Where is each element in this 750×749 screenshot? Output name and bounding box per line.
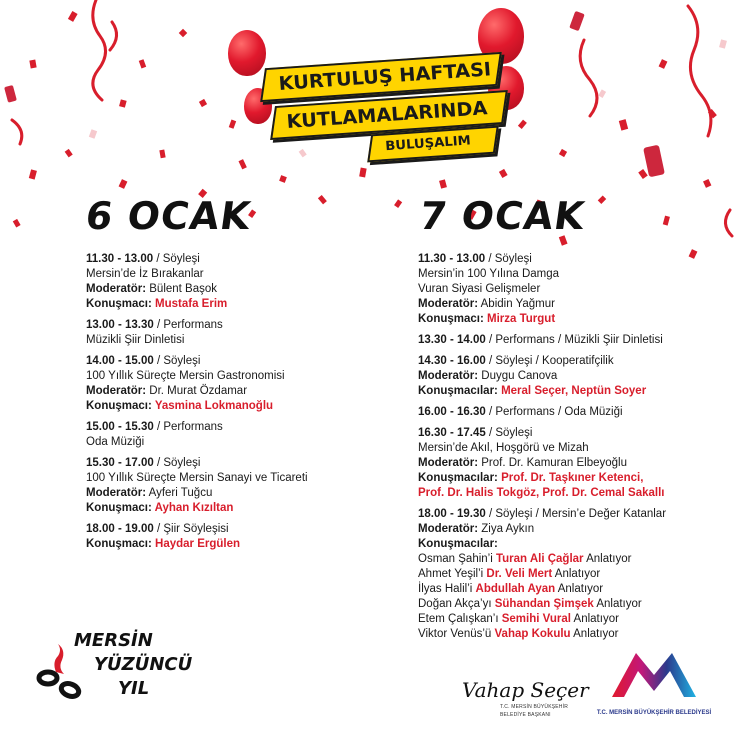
moderator-name: Bülent Başok — [146, 283, 218, 295]
tribute-suffix: Anlatıyor — [570, 613, 619, 625]
speaker-label: Konuşmacılar: — [418, 472, 498, 484]
schedule-item — [418, 405, 728, 420]
session-time: 18.00 - 19.30 — [418, 508, 486, 520]
session-type: / Performans — [153, 319, 223, 331]
moderator-label: Moderatör: — [418, 370, 479, 382]
banner-line-2: KUTLAMALARINDA — [270, 90, 508, 140]
tribute-suffix: Anlatıyor — [593, 598, 642, 610]
session-heading — [86, 522, 386, 537]
session-heading — [418, 426, 728, 441]
schedule-item — [86, 252, 386, 312]
session-time: 11.30 - 13.00 — [418, 253, 486, 265]
banner-line-1: KURTULUŞ HAFTASI — [260, 52, 502, 102]
session-type: / Söyleşi — [485, 253, 532, 265]
session-topic: 100 Yıllık Süreçte Mersin Gastronomisi — [86, 370, 285, 382]
session-topic: Mersin’de İz Bırakanlar — [86, 268, 204, 280]
session-type: / Performans / Müzikli Şiir Dinletisi — [485, 334, 663, 346]
session-topic: Vuran Siyasi Gelişmeler — [418, 283, 541, 295]
municipality-logo — [594, 645, 714, 725]
schedule-item — [418, 333, 728, 348]
session-time: 13.30 - 14.00 — [418, 334, 486, 346]
speaker-name: Haydar Ergülen — [151, 538, 241, 550]
tribute-line — [418, 612, 728, 627]
session-topic: Mersin’de Akıl, Hoşgörü ve Mizah — [418, 442, 589, 454]
tribute-suffix: Anlatıyor — [552, 568, 601, 580]
session-speaker — [86, 399, 386, 414]
session-type: / Şiir Söyleşisi — [153, 523, 229, 535]
session-heading — [86, 318, 386, 333]
session-speaker — [418, 537, 728, 552]
tribute-line — [418, 597, 728, 612]
tribute-speaker: Turan Ali Çağlar — [495, 553, 584, 565]
moderator-name: Ayferi Tuğcu — [146, 487, 213, 499]
speaker-label: Konuşmacı: — [86, 400, 152, 412]
tribute-subject: Viktor Venüs’ü — [418, 628, 495, 640]
schedule-item — [86, 522, 386, 552]
moderator-label: Moderatör: — [418, 298, 479, 310]
session-heading — [418, 405, 728, 420]
speaker-label: Konuşmacı: — [86, 538, 152, 550]
speaker-label: Konuşmacı: — [86, 298, 152, 310]
moderator-label: Moderatör: — [86, 283, 147, 295]
moderator-name: Duygu Canova — [478, 370, 558, 382]
session-time: 15.30 - 17.00 — [86, 457, 154, 469]
signature-subtitle-1: T.C. MERSİN BÜYÜKŞEHİR — [500, 704, 569, 710]
session-moderator — [418, 522, 728, 537]
session-moderator — [418, 297, 728, 312]
tribute-subject: Doğan Akça’yı — [418, 598, 495, 610]
session-heading — [86, 420, 386, 435]
schedule-item — [418, 426, 728, 501]
tribute-line — [418, 627, 728, 642]
speaker-name: Mustafa Erim — [151, 298, 228, 310]
session-moderator — [86, 486, 386, 501]
schedule-item — [418, 252, 728, 327]
session-heading — [86, 252, 386, 267]
session-topic: Mersin’in 100 Yılına Damga — [418, 268, 560, 280]
session-heading — [418, 354, 728, 369]
session-heading — [418, 252, 728, 267]
session-heading — [418, 507, 728, 522]
speaker-name-continued: Prof. Dr. Halis Tokgöz, Prof. Dr. Cemal Sakallı — [418, 487, 665, 499]
tribute-speaker: Dr. Veli Mert — [486, 568, 553, 580]
tribute-line — [418, 552, 728, 567]
speaker-name: Yasmina Lokmanoğlu — [151, 400, 274, 412]
moderator-label: Moderatör: — [86, 385, 147, 397]
session-type: / Söyleşi — [485, 427, 533, 439]
session-type: / Söyleşi — [153, 355, 201, 367]
day-1-schedule — [86, 252, 386, 558]
session-time: 16.00 - 16.30 — [418, 406, 486, 418]
session-moderator — [86, 384, 386, 399]
schedule-item — [418, 354, 728, 399]
day-2-schedule — [418, 252, 728, 648]
day-2-title: 7 OCAK — [416, 194, 588, 238]
schedule-item — [86, 456, 386, 516]
session-type: / Performans / Oda Müziği — [485, 406, 623, 418]
event-banner — [258, 40, 504, 158]
municipality-name: T.C. MERSİN BÜYÜKŞEHİR BELEDİYESİ — [596, 710, 712, 716]
logo-text-yil: YIL — [118, 678, 150, 699]
day-1-title: 6 OCAK — [82, 194, 254, 238]
session-time: 11.30 - 13.00 — [86, 253, 154, 265]
moderator-label: Moderatör: — [418, 457, 479, 469]
session-type: / Söyleşi — [153, 253, 200, 265]
session-topic: 100 Yıllık Süreçte Mersin Sanayi ve Ticareti — [86, 472, 308, 484]
session-time: 18.00 - 19.00 — [86, 523, 154, 535]
signature-subtitle-2: BELEDİYE BAŞKANI — [500, 712, 551, 718]
municipality-logo-icon — [606, 645, 702, 703]
mayor-signature — [462, 678, 589, 728]
session-speaker — [86, 501, 386, 516]
tribute-speaker: Semihi Vural — [501, 613, 571, 625]
tribute-subject: İlyas Halil’i — [418, 583, 476, 595]
speaker-name: Prof. Dr. Taşkıner Ketenci, — [497, 472, 644, 484]
session-moderator — [418, 456, 728, 471]
speaker-name: Meral Seçer, Neptün Soyer — [497, 385, 647, 397]
session-speaker — [418, 471, 728, 486]
signature-name: Vahap Seçer — [462, 678, 589, 702]
speaker-label: Konuşmacılar: — [418, 385, 498, 397]
speaker-label: Konuşmacılar: — [418, 538, 498, 550]
tribute-line — [418, 567, 728, 582]
moderator-label: Moderatör: — [418, 523, 479, 535]
session-heading — [418, 333, 728, 348]
tribute-speaker: Vahap Kokulu — [494, 628, 571, 640]
session-type: / Söyleşi — [153, 457, 201, 469]
session-moderator — [86, 282, 386, 297]
tribute-subject: Ahmet Yeşil’i — [418, 568, 487, 580]
session-topic: Oda Müziği — [86, 436, 145, 448]
session-speaker — [418, 384, 728, 399]
tribute-speaker: Abdullah Ayan — [475, 583, 556, 595]
logo-text-mersin: MERSİN — [74, 630, 153, 651]
moderator-name: Abidin Yağmur — [478, 298, 555, 310]
logo-text-yuzuncu: YÜZÜNCÜ — [94, 654, 193, 675]
banner-line-3: BULUŞALIM — [367, 126, 499, 163]
session-type: / Söyleşi / Mersin’e Değer Katanlar — [485, 508, 667, 520]
session-time: 13.00 - 13.30 — [86, 319, 154, 331]
session-time: 14.00 - 15.00 — [86, 355, 154, 367]
session-type: / Söyleşi / Kooperatifçilik — [485, 355, 614, 367]
schedule-item — [86, 318, 386, 348]
tribute-subject: Etem Çalışkan’ı — [418, 613, 502, 625]
session-moderator — [418, 369, 728, 384]
session-speaker — [86, 537, 386, 552]
session-time: 15.00 - 15.30 — [86, 421, 154, 433]
session-speaker — [418, 312, 728, 327]
session-time: 14.30 - 16.00 — [418, 355, 486, 367]
tribute-speaker: Sühandan Şimşek — [494, 598, 594, 610]
speaker-label: Konuşmacı: — [86, 502, 152, 514]
tribute-line — [418, 582, 728, 597]
session-topic: Müzikli Şiir Dinletisi — [86, 334, 185, 346]
moderator-name: Ziya Aykın — [478, 523, 535, 535]
tribute-suffix: Anlatıyor — [570, 628, 619, 640]
session-heading — [86, 354, 386, 369]
session-speaker — [86, 297, 386, 312]
session-time: 16.30 - 17.45 — [418, 427, 486, 439]
schedule-item — [86, 354, 386, 414]
speaker-name: Mirza Turgut — [483, 313, 556, 325]
speaker-label: Konuşmacı: — [418, 313, 484, 325]
tribute-suffix: Anlatıyor — [555, 583, 604, 595]
mersin-yuzuncu-yil-logo — [34, 630, 194, 710]
schedule-item — [418, 507, 728, 642]
tribute-subject: Osman Şahin’i — [418, 553, 496, 565]
moderator-label: Moderatör: — [86, 487, 147, 499]
session-heading — [86, 456, 386, 471]
session-type: / Performans — [153, 421, 223, 433]
moderator-name: Prof. Dr. Kamuran Elbeyoğlu — [478, 457, 627, 469]
moderator-name: Dr. Murat Özdamar — [146, 385, 248, 397]
speaker-name: Ayhan Kızıltan — [151, 502, 234, 514]
schedule-item — [86, 420, 386, 450]
tribute-suffix: Anlatıyor — [583, 553, 632, 565]
